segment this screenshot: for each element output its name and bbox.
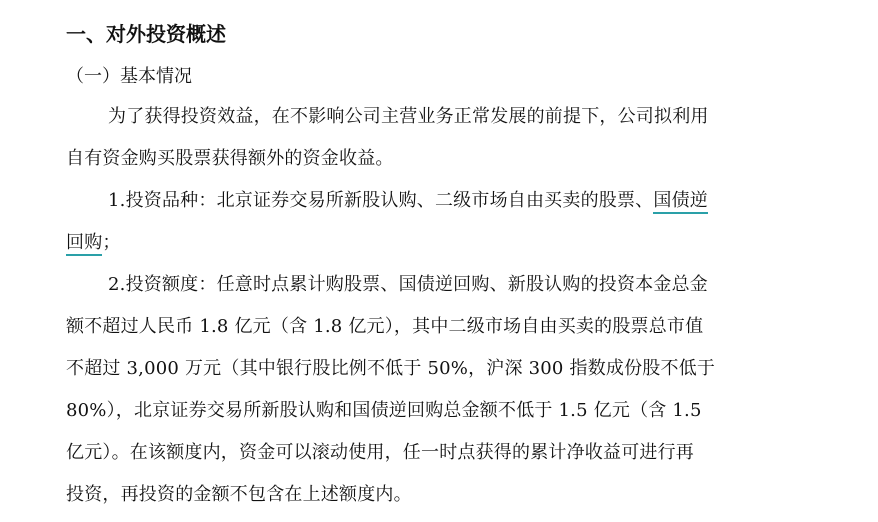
paragraph-line: 亿元）。在该额度内，资金可以滚动使用，任一时点获得的累计净收益可进行再 [66, 442, 694, 463]
list-item-text: 1.投资品种：北京证券交易所新股认购、二级市场自由买卖的股票、 [108, 190, 654, 211]
section-title: 一、对外投资概述 [66, 22, 226, 46]
paragraph-line: 80%），北京证券交易所新股认购和国债逆回购总金额不低于 1.5 亿元（含 1.5 [66, 400, 702, 421]
list-item-continuation [66, 230, 121, 256]
list-item-investment-type [108, 188, 708, 214]
treasury-repo-link-continued[interactable]: 回购 [66, 232, 102, 256]
paragraph-line: 额不超过人民币 1.8 亿元（含 1.8 亿元），其中二级市场自由买卖的股票总市值 [66, 316, 704, 337]
paragraph-line: 不超过 3,000 万元（其中银行股比例不低于 50%，沪深 300 指数成份股不低于 [66, 358, 716, 379]
cut-off-next-line [80, 512, 810, 522]
paragraph-line: 投资，再投资的金额不包含在上述额度内。 [66, 484, 412, 505]
subsection-title: （一）基本情况 [66, 66, 192, 87]
list-item-text: ； [102, 232, 121, 253]
paragraph-line: 为了获得投资效益，在不影响公司主营业务正常发展的前提下，公司拟利用 [108, 106, 709, 127]
treasury-repo-link[interactable]: 国债逆 [653, 190, 708, 214]
paragraph-line: 自有资金购买股票获得额外的资金收益。 [66, 148, 394, 169]
list-item-investment-amount: 2.投资额度：任意时点累计购股票、国债逆回购、新股认购的投资本金总金 [108, 274, 708, 295]
